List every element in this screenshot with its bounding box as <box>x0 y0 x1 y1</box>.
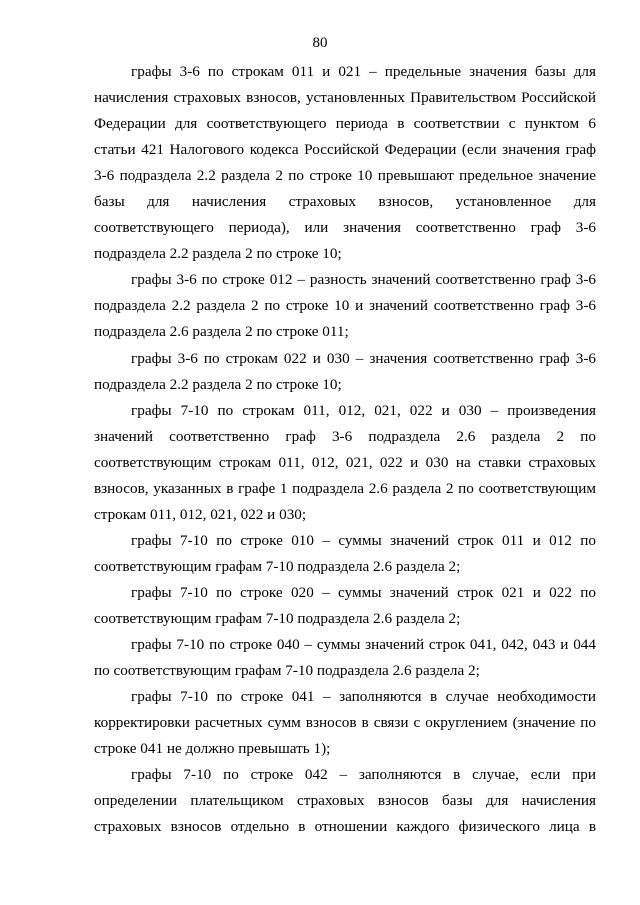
paragraph-row-040-cols-7-10: графы 7-10 по строке 040 – суммы значений строк 041, 042, 043 и 044 по соответствующим графам 7-10 подраздела 2.6 раздела 2; <box>94 636 596 680</box>
page-number: 80 <box>312 35 328 51</box>
paragraph-row-010-cols-7-10: графы 7-10 по строке 010 – суммы значений строк 011 и 012 по соответствующим графам 7-10 подраздела 2.6 раздела 2; <box>94 531 596 575</box>
document-body <box>94 59 596 840</box>
paragraph-row-020-cols-7-10: графы 7-10 по строке 020 – суммы значений строк 021 и 022 по соответствующим графам 7-10 подраздела 2.6 раздела 2; <box>94 583 596 627</box>
paragraph-row-041-cols-7-10: графы 7-10 по строке 041 – заполняются в случае необходимости корректировки расчетных сумм взносов в связи с округлением (значение по строке 041 не должно превышать 1); <box>94 688 596 758</box>
paragraph-rows-011-021-cols-3-6: графы 3-6 по строкам 011 и 021 – предельные значения базы для начисления страховых взносов, установленных Правительством Российской Федерации для соответствующего периода в соответствии с пунктом 6 статьи 421 Налогового кодекса Российской Федерации (если значения граф 3-6 подраздела 2.2 раздела 2 по строке 10 превышают предельное значение базы для начисления страховых взносов, установленное для соответствующего периода), или значения соответственно граф 3-6 подраздела 2.2 раздела 2 по строке 10; <box>94 63 596 263</box>
paragraph-row-042-cols-7-10: графы 7-10 по строке 042 – заполняются в случае, если при определении плательщиком страховых взносов базы для начисления страховых взносов отдельно в отношении каждого физического лица в <box>94 766 596 836</box>
paragraph-row-012-cols-3-6: графы 3-6 по строке 012 – разность значений соответственно граф 3-6 подраздела 2.2 раздела 2 по строке 10 и значений соответственно граф 3-6 подраздела 2.6 раздела 2 по строке 011; <box>94 271 596 341</box>
paragraph-rows-022-030-cols-3-6: графы 3-6 по строкам 022 и 030 – значения соответственно граф 3-6 подраздела 2.2 раздела 2 по строке 10; <box>94 349 596 393</box>
paragraph-rows-011-030-cols-7-10: графы 7-10 по строкам 011, 012, 021, 022 и 030 – произведения значений соответственно граф 3-6 подраздела 2.6 раздела 2 по соответствующим строкам 011, 012, 021, 022 и 030 на ставки страховых взносов, указанных в графе 1 подраздела 2.6 раздела 2 по соответствующим строкам 011, 012, 021, 022 и 030; <box>94 401 596 523</box>
